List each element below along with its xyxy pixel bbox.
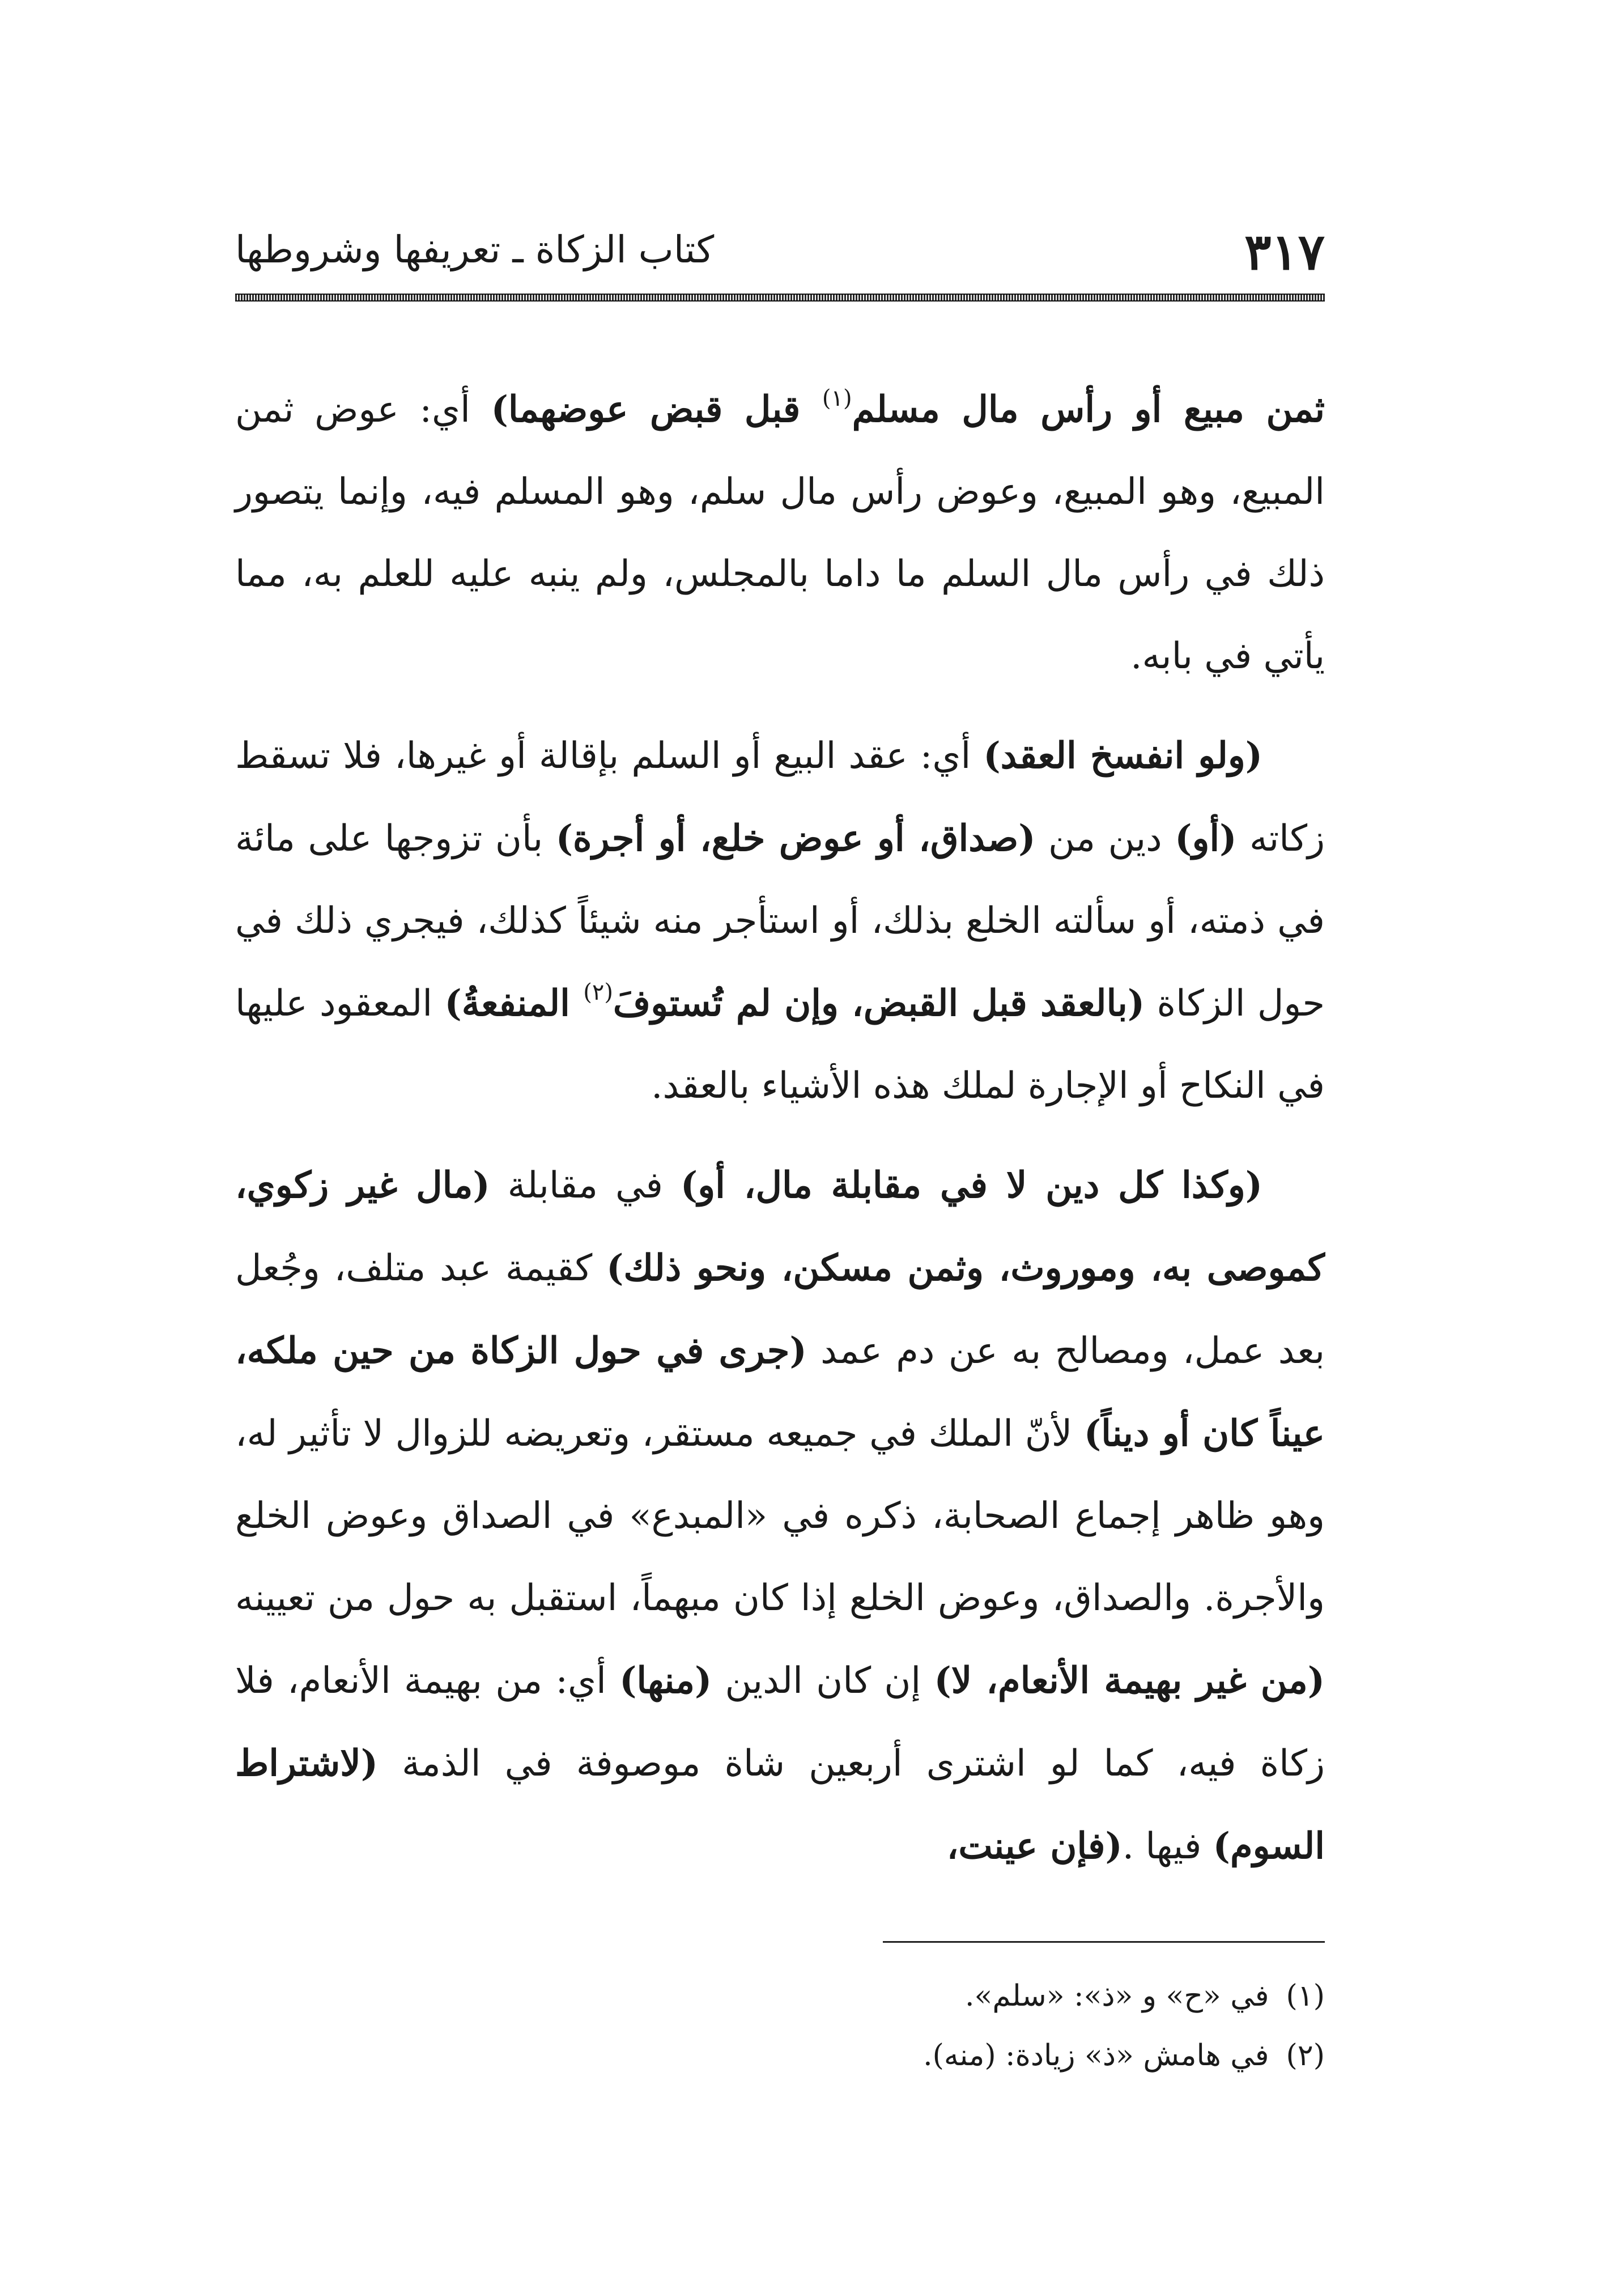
footnote-ref-1: (١) <box>822 385 852 411</box>
footnotes <box>235 1967 1325 2086</box>
matn-text: (صداق، أو عوض خلع، أو أجرة) <box>555 817 1036 860</box>
matn-text: (ولو انفسخ العقد) <box>983 734 1263 777</box>
matn-text: (لاشتراط السوم) <box>235 1742 1325 1867</box>
paragraph-1 <box>235 368 1325 698</box>
matn-text: المنفعةُ) <box>444 982 584 1025</box>
sharh-text: في مقابلة <box>490 1165 681 1207</box>
matn-text: (مال غير زكوي، كموصى به، وموروث، وثمن مسكن، ونحو ذلك) <box>235 1164 1325 1289</box>
sharh-text: المعقود عليها في النكاح أو الإجارة لملك هذه الأشياء بالعقد. <box>235 983 1325 1107</box>
matn-text: قبل قبض عوضهما) <box>491 388 822 431</box>
matn-text: (جرى في حول الزكاة من حين ملكه، عيناً كان أو ديناً) <box>235 1330 1325 1455</box>
footnote-2 <box>235 2026 1325 2086</box>
footnote-text: في «ح» و «ذ»: «سلم». <box>964 1979 1269 2013</box>
header-rule <box>235 294 1325 302</box>
sharh-text: بأن تزوجها على مائة في ذمته، أو سألته الخلع بذلك، أو استأجر منه شيئاً كذلك، فيجري ذلك في حول الزكاة <box>235 818 1325 1025</box>
footnote-text: في هامش «ذ» زيادة: (منه). <box>923 2039 1269 2073</box>
sharh-text: إن كان الدين <box>712 1660 934 1702</box>
footnote-number: (٢) <box>1286 2039 1325 2073</box>
matn-text: (فإن عينت، <box>946 1825 1123 1867</box>
sharh-text: لأنّ الملك في جميعه مستقر، وتعريضه للزوال لا تأثير له، وهو ظاهر إجماع الصحابة، ذكره في «المبدع» في الصداق وعوض الخلع والأجرة. والصداق، وعوض الخلع إذا كان مبهماً، استقبل به حول من تعيينه <box>235 1413 1325 1619</box>
matn-text: (من غير بهيمة الأنعام، لا) <box>934 1659 1325 1702</box>
matn-text: (وكذا كل دين لا في مقابلة مال، أو) <box>680 1164 1263 1207</box>
sharh-text: أي: عوض ثمن المبيع، وهو المبيع، وعوض رأس مال سلم، وهو المسلم فيه، وإنما يتصور ذلك في رأس مال السلم ما داما بالمجلس، ولم ينبه عليه للعلم به، مما يأتي في بابه. <box>235 389 1325 677</box>
footnote-ref-2: (٢) <box>583 979 613 1005</box>
matn-text: (منها) <box>619 1659 712 1702</box>
main-text <box>235 368 1325 1888</box>
footnote-separator <box>883 1941 1325 1943</box>
footnote-1 <box>235 1967 1325 2026</box>
matn-text: (بالعقد قبل القبض، وإن لم تُستوفَ <box>613 982 1145 1025</box>
sharh-text: دين من <box>1035 818 1175 860</box>
matn-text: (أو) <box>1175 817 1237 860</box>
paragraph-3 <box>235 1144 1325 1888</box>
sharh-text: أي: من بهيمة الأنعام، فلا زكاة فيه، كما لو اشترى أربعين شاة موصوفة في الذمة <box>235 1660 1325 1785</box>
sharh-text: أي: عقد البيع أو السلم بإقالة أو غيرها، فلا تسقط زكاته <box>235 735 1325 860</box>
sharh-text: كقيمة عبد متلف، وجُعل بعد عمل، ومصالح به عن دم عمد <box>235 1247 1325 1372</box>
running-title: كتاب الزكاة ـ تعريفها وشروطها <box>235 228 715 271</box>
footnote-number: (١) <box>1286 1979 1325 2013</box>
paragraph-2 <box>235 715 1325 1127</box>
page-number: ٣١٧ <box>1244 222 1325 281</box>
page-header <box>235 215 1325 300</box>
sharh-text: فيها . <box>1122 1825 1213 1867</box>
matn-text: ثمن مبيع أو رأس مال مسلم <box>852 388 1325 431</box>
